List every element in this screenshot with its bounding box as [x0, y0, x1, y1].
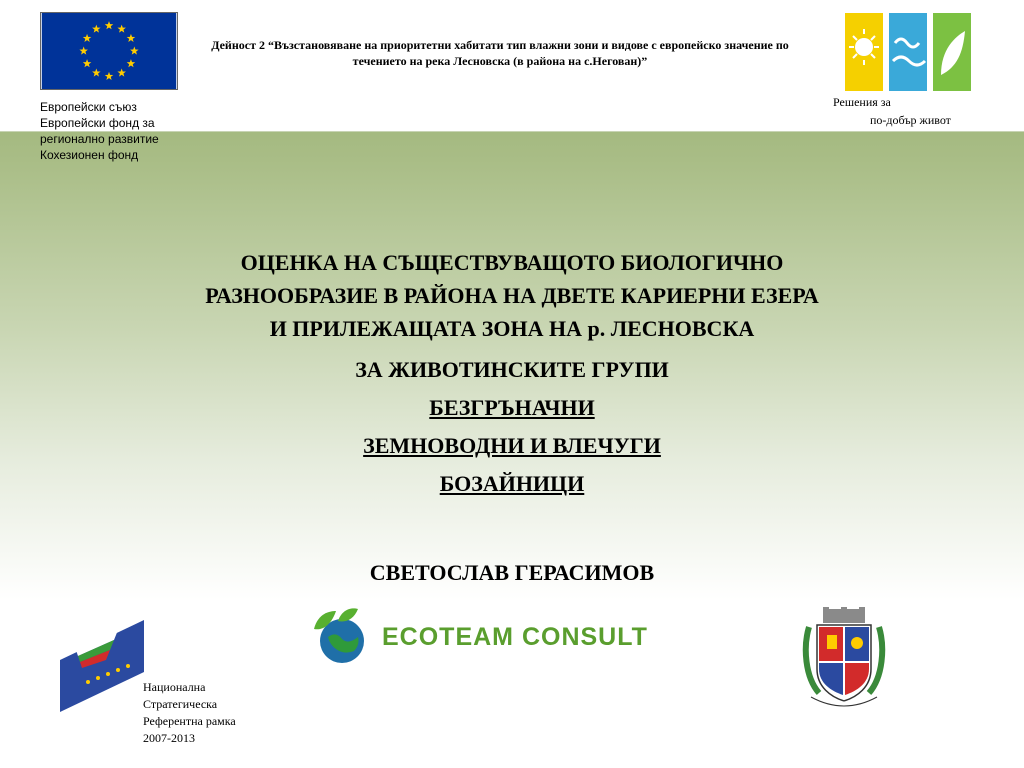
nsrf-caption-line: 2007-2013 — [143, 731, 195, 745]
animal-group: ЗЕМНОВОДНИ И ВЛЕЧУГИ — [363, 433, 661, 458]
eu-flag-logo — [40, 12, 178, 90]
eu-caption-line: регионално развитие — [40, 132, 159, 146]
solutions-caption-line2: по-добър живот — [870, 113, 951, 127]
title-line: И ПРИЛЕЖАЩАТА ЗОНА НА р. ЛЕСНОВСКА — [269, 316, 755, 341]
ecoteam-logo — [304, 605, 688, 667]
eu-caption-line: Кохезионен фонд — [40, 148, 139, 162]
animal-group: БЕЗГРЪНАЧНИ — [429, 395, 595, 420]
eu-caption — [40, 99, 210, 163]
globe-leaf-icon — [308, 607, 372, 665]
nsrf-caption-line: Референтна рамка — [143, 714, 236, 728]
title-line: ОЦЕНКА НА СЪЩЕСТВУВАЩОТО БИОЛОГИЧНО — [240, 250, 784, 275]
author-name: СВЕТОСЛАВ ГЕРАСИМОВ — [369, 560, 655, 585]
solutions-caption-line1: Решения за — [833, 95, 891, 109]
sofia-coat-of-arms-logo — [799, 607, 889, 711]
title-subtitle: ЗА ЖИВОТИНСКИТЕ ГРУПИ — [355, 357, 669, 382]
eu-caption-line: Европейски фонд за — [40, 116, 155, 130]
nsrf-logo — [58, 620, 144, 712]
animal-group: БОЗАЙНИЦИ — [439, 471, 585, 496]
solutions-logo — [845, 13, 971, 91]
title-block — [60, 246, 964, 498]
activity-description: Дейност 2 “Възстановяване на приоритетни хабитати тип влажни зони и видове с европейско значение по течението на река Лесновска (в района на с.Негован)” — [211, 38, 789, 68]
ecoteam-wordmark: ECOTEAM CONSULT — [382, 623, 648, 651]
title-line: РАЗНООБРАЗИЕ В РАЙОНА НА ДВЕТЕ КАРИЕРНИ ЕЗЕРА — [205, 283, 819, 308]
nsrf-caption-line: Стратегическа — [143, 697, 218, 711]
eu-caption-line: Европейски съюз — [40, 100, 137, 114]
nsrf-caption-line: Национална — [143, 680, 206, 694]
nsrf-caption — [143, 679, 236, 747]
